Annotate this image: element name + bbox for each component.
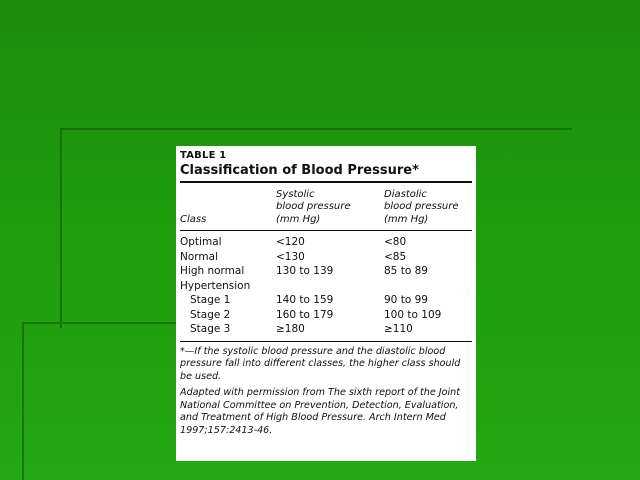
- table-label: TABLE 1: [180, 150, 227, 161]
- table-footnote: *—If the systolic blood pressure and the diastolic blood pressure fall into different classes, the higher class should be used.: [180, 345, 461, 382]
- cell-systolic: <120: [276, 236, 305, 249]
- cell-class: Hypertension: [180, 279, 251, 292]
- cell-class: Stage 1: [190, 294, 231, 307]
- cell-systolic: 130 to 139: [276, 265, 334, 278]
- table-source: Adapted with permission from The sixth report of the Joint National Committee on Prevention, Detection, Evaluation, and Treatment of High Blood Pressure. Arch Intern Med 1997;157:2413-46.: [180, 387, 461, 436]
- cell-systolic: [276, 279, 384, 294]
- cell-class: Stage 3: [190, 323, 231, 336]
- cell-diastolic: 90 to 99: [384, 294, 428, 307]
- cell-class: Optimal: [180, 236, 222, 249]
- decorative-line-left: [60, 128, 62, 328]
- decorative-line-top: [60, 128, 572, 130]
- cell-systolic: <130: [276, 250, 305, 263]
- cell-systolic: 140 to 159: [276, 294, 334, 307]
- cell-diastolic: ≥110: [384, 323, 413, 336]
- table-bottom-rule: [180, 341, 472, 342]
- cell-diastolic: [384, 279, 472, 294]
- table-title: Classification of Blood Pressure*: [180, 163, 419, 178]
- cell-class: Normal: [180, 250, 218, 263]
- decorative-line-lower: [22, 322, 182, 324]
- cell-diastolic: <80: [384, 236, 407, 249]
- cell-diastolic: <85: [384, 250, 407, 263]
- header-diastolic: Diastolic blood pressure (mm Hg): [384, 188, 459, 225]
- decorative-line-lower-left: [22, 322, 24, 480]
- table-header: [180, 183, 472, 231]
- cell-systolic: 160 to 179: [276, 308, 334, 321]
- cell-diastolic: 85 to 89: [384, 265, 428, 278]
- cell-diastolic: 100 to 109: [384, 308, 442, 321]
- header-systolic: Systolic blood pressure (mm Hg): [276, 188, 351, 225]
- blood-pressure-table: [176, 146, 476, 461]
- table-body: [180, 231, 472, 341]
- cell-systolic: ≥180: [276, 323, 305, 336]
- cell-class: Stage 2: [190, 308, 231, 321]
- cell-class: High normal: [180, 265, 245, 278]
- header-class: Class: [180, 213, 207, 225]
